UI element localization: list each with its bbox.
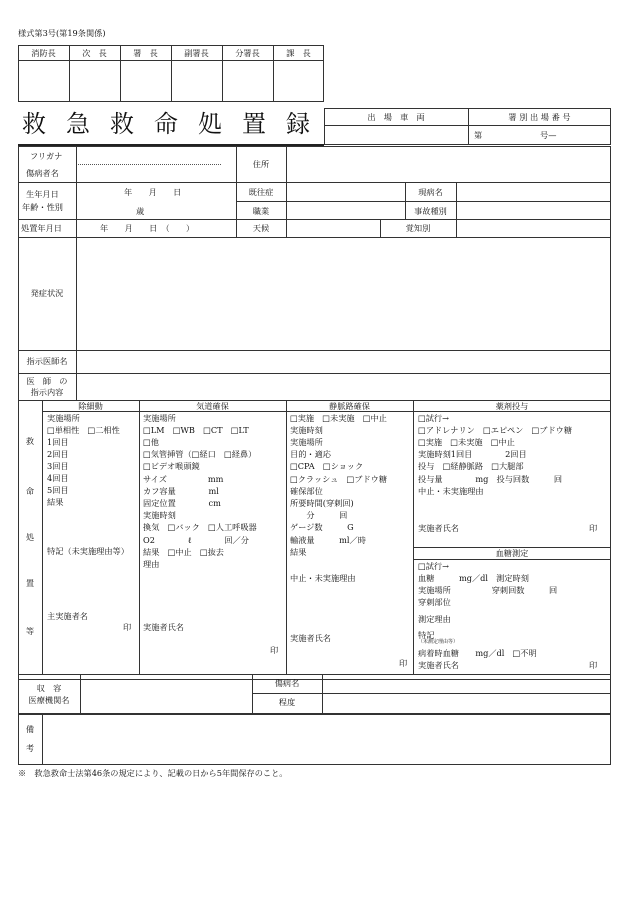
birthdate-field[interactable]: 年 月 日 [124,187,182,197]
drug-operator-label: 実施者氏名 [418,523,459,533]
airway-header: 気道確保 [196,401,229,411]
airway-line[interactable]: 結果 □中止 □抜去 [143,547,224,557]
defib-line: 結果 [47,497,64,507]
history-label: 既往症 [248,187,274,197]
airway-line: 実施時刻 [143,510,176,520]
iv-line: 目的・適応 [290,449,331,459]
instruction-label-1: 医 師 の [26,376,68,386]
iv-line: 所要時間(穿刺回) [290,498,354,508]
defib-seal: 印 [123,622,132,632]
approval-branch-chief: 分署長 [235,48,260,58]
approval-vice-chief: 副署長 [184,48,209,58]
receiving-label-2: 医療機関名 [28,695,70,705]
defib-line[interactable]: □単相性 □二相性 [47,425,120,435]
defib-line: 3回目 [47,461,69,471]
glucose-line: 穿刺部位 [418,597,451,607]
defib-header: 除細動 [78,401,103,411]
iv-line[interactable]: □クラッシュ □ブドウ糖 [290,474,388,484]
airway-operator-label: 実施者氏名 [143,622,184,632]
airway-line[interactable]: □気管挿管（□経口 □経鼻） [143,449,257,459]
defib-line: 1回目 [47,437,69,447]
glucose-reason-label: 測定理由 [418,614,451,624]
section-label-2: 命 [25,486,35,496]
glucose-header: 血糖測定 [495,548,529,558]
doctor-label: 指示医師名 [26,356,68,366]
drug-line[interactable]: 投与 □経静脈路 □大腿部 [418,461,524,471]
drug-line[interactable]: □アドレナリン □エピペン □ブドウ糖 [418,425,573,435]
furigana-label: フリガナ [30,151,63,161]
iv-line: 確保部位 [290,486,323,496]
defib-line: 実施場所 [47,413,80,423]
dispatch-dai: 第 [474,130,483,140]
age-field[interactable]: 歳 [136,206,145,216]
treatment-date-label: 処置年月日 [21,223,62,233]
age-sex-label: 年齢・性別 [22,202,63,212]
section-label-3: 処 [25,532,35,542]
drug-line: 実施時刻1回目 2回目 [418,449,527,459]
airway-line: 実施場所 [143,413,176,423]
awareness-label: 覚知別 [405,223,431,233]
airway-line: 固定位置 cm [143,498,221,508]
glucose-note-label: 特記 [418,630,435,640]
approval-section-chief: 課 長 [286,48,311,58]
airway-line[interactable]: 換気 □バック □人工呼吸器 [143,522,257,532]
drug-seal: 印 [589,523,598,533]
airway-line: カフ容量 ml [143,486,219,496]
remarks-box [18,714,611,765]
vehicle-label: 出 場 車 両 [367,112,425,122]
job-label: 職業 [252,206,270,216]
airway-line[interactable]: □ビデオ喉頭鏡 [143,461,200,471]
current-disease-label: 現病名 [418,187,443,197]
defib-note-label: 特記（未実施理由等） [47,546,129,556]
dispatch-number-label: 署 別 出 場 番 号 [508,112,571,122]
glucose-arrival-line[interactable]: 病着時血糖 mg／dl □不明 [418,648,537,658]
drug-line: 投与量 mg 投与回数 回 [418,474,563,484]
iv-header: 静脈路確保 [329,401,370,411]
iv-reason-label: 中止・未実施理由 [290,573,356,583]
receiving-label-1: 収 容 [36,683,62,693]
glucose-line[interactable]: □試行→ [418,561,449,571]
dispatch-go: 号— [540,130,557,140]
drug-line[interactable]: □実施 □未実施 □中止 [418,437,515,447]
defib-line: 4回目 [47,473,69,483]
airway-line: サイズ mm [143,474,224,484]
accident-type-label: 事故種別 [414,206,447,216]
treatment-date-field[interactable]: 年 月 日 （ ） [100,223,195,233]
iv-line: 分 回 [290,510,348,520]
defib-main-operator-label: 主実施者名 [47,611,88,621]
birthdate-label: 生年月日 [26,189,59,199]
iv-line: 結果 [290,547,307,557]
form-title: 救急救命処置録 [22,110,330,138]
airway-line: 理由 [143,559,160,569]
form-number: 様式第3号(第19条関係) [18,28,106,38]
glucose-seal: 印 [589,660,598,670]
glucose-line: 実施場所 穿刺回数 回 [418,585,558,595]
instruction-label-2: 指示内容 [30,387,64,397]
airway-line[interactable]: □LM □WB □CT □LT [143,425,249,435]
remarks-label-1: 備 [25,724,35,734]
section-label-4: 置 [25,578,35,588]
section-label-1: 救 [25,436,35,446]
airway-line: O2 ℓ 回／分 [143,535,249,545]
iv-line: ゲージ数 G [290,522,354,532]
address-label: 住所 [252,159,270,169]
footnote: ※ 救急救命士法第46条の規定により、記載の日から5年間保存のこと。 [18,768,288,778]
iv-line: 輸液量 ml／時 [290,535,366,545]
approval-station-chief: 署 長 [133,48,158,58]
approval-fire-chief: 消防長 [31,48,56,58]
glucose-note-sub: （未測定理由等） [418,639,459,645]
iv-line: 実施場所 [290,437,323,447]
iv-operator-label: 実施者氏名 [290,633,331,643]
defib-line: 2回目 [47,449,69,459]
glucose-line: 血糖 mg／dl 測定時刻 [418,573,529,583]
glucose-operator-label: 実施者氏名 [418,660,459,670]
drug-line: 中止・未実施理由 [418,486,484,496]
degree-label: 程度 [278,697,296,707]
iv-line: 実施時刻 [290,425,323,435]
drug-line[interactable]: □試行→ [418,413,449,423]
remarks-label-2: 考 [25,743,35,753]
iv-seal: 印 [399,658,408,668]
defib-line: 5回目 [47,485,69,495]
iv-line[interactable]: □CPA □ショック [290,461,364,471]
section-label-5: 等 [25,626,35,636]
airway-line[interactable]: □他 [143,437,159,447]
diagnosis-label: 傷病名 [274,678,300,688]
onset-label: 発症状況 [30,288,64,298]
approval-deputy: 次 長 [82,48,107,58]
weather-label: 天候 [252,223,270,233]
drug-header: 薬剤投与 [495,401,529,411]
patient-name-label: 傷病者名 [26,168,59,178]
iv-line[interactable]: □実施 □未実施 □中止 [290,413,387,423]
airway-seal: 印 [270,645,279,655]
